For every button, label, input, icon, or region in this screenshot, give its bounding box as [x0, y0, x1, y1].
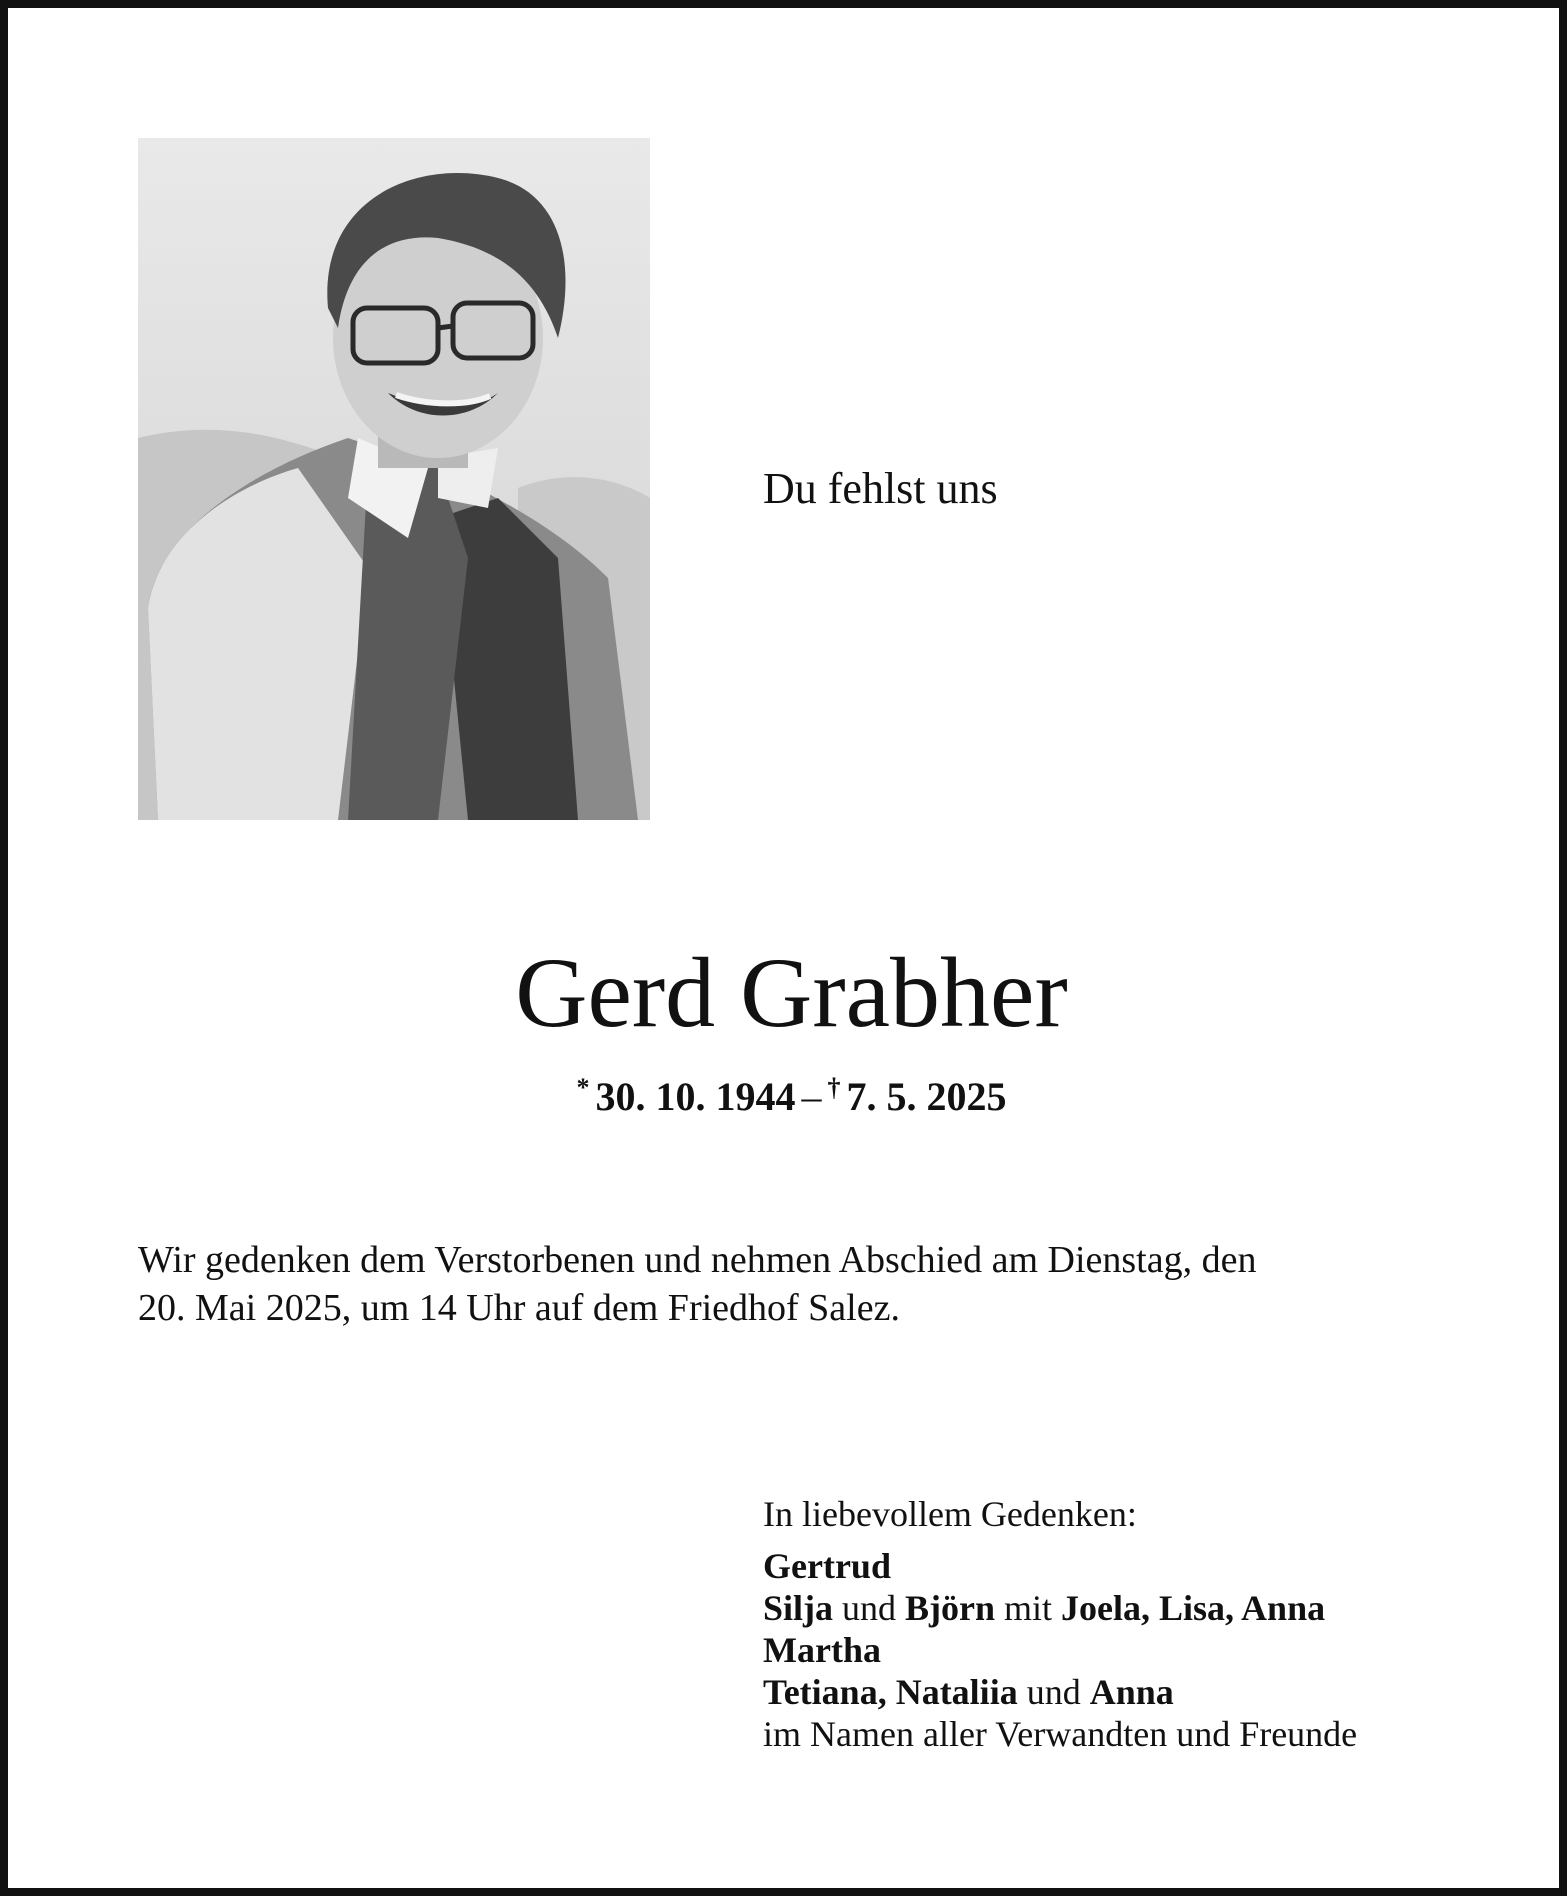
mourner-name: Tetiana, Nataliia — [763, 1672, 1018, 1712]
mourner-connector: und — [833, 1588, 906, 1628]
death-mark: † — [827, 1073, 841, 1102]
mourner-name: Björn — [905, 1588, 996, 1628]
mourner-connector: und — [1017, 1672, 1090, 1712]
mourner-line-3: Martha — [763, 1630, 881, 1670]
funeral-notice — [138, 1236, 1458, 1332]
mourner-connector: mit — [995, 1588, 1062, 1628]
mourner-name: Joela, Lisa, Anna — [1061, 1588, 1326, 1628]
motto: Du fehlst uns — [763, 464, 998, 513]
mourners-closing: im Namen aller Verwandten und Freunde — [763, 1714, 1358, 1754]
funeral-notice-line-2: 20. Mai 2025, um 14 Uhr auf dem Friedhof Salez. — [138, 1287, 900, 1329]
mourner-line-2 — [763, 1587, 1357, 1629]
birth-mark: * — [576, 1073, 590, 1102]
date-separator: – — [801, 1074, 822, 1119]
portrait-illustration — [138, 138, 650, 820]
mourner-line-1: Gertrud — [763, 1546, 891, 1586]
mourner-name: Anna — [1089, 1672, 1174, 1712]
mourners-intro: In liebevollem Gedenken: — [763, 1494, 1137, 1534]
life-dates — [8, 1073, 1567, 1120]
mourner-name: Silja — [763, 1588, 834, 1628]
mourners-block — [763, 1493, 1357, 1755]
death-date: 7. 5. 2025 — [846, 1074, 1007, 1119]
portrait-photo — [138, 138, 650, 820]
funeral-notice-line-1: Wir gedenken dem Verstorbenen und nehmen Abschied am Dienstag, den — [138, 1239, 1257, 1281]
deceased-name: Gerd Grabher — [515, 937, 1068, 1048]
birth-date: 30. 10. 1944 — [595, 1074, 796, 1119]
mourner-line-4 — [763, 1671, 1357, 1713]
